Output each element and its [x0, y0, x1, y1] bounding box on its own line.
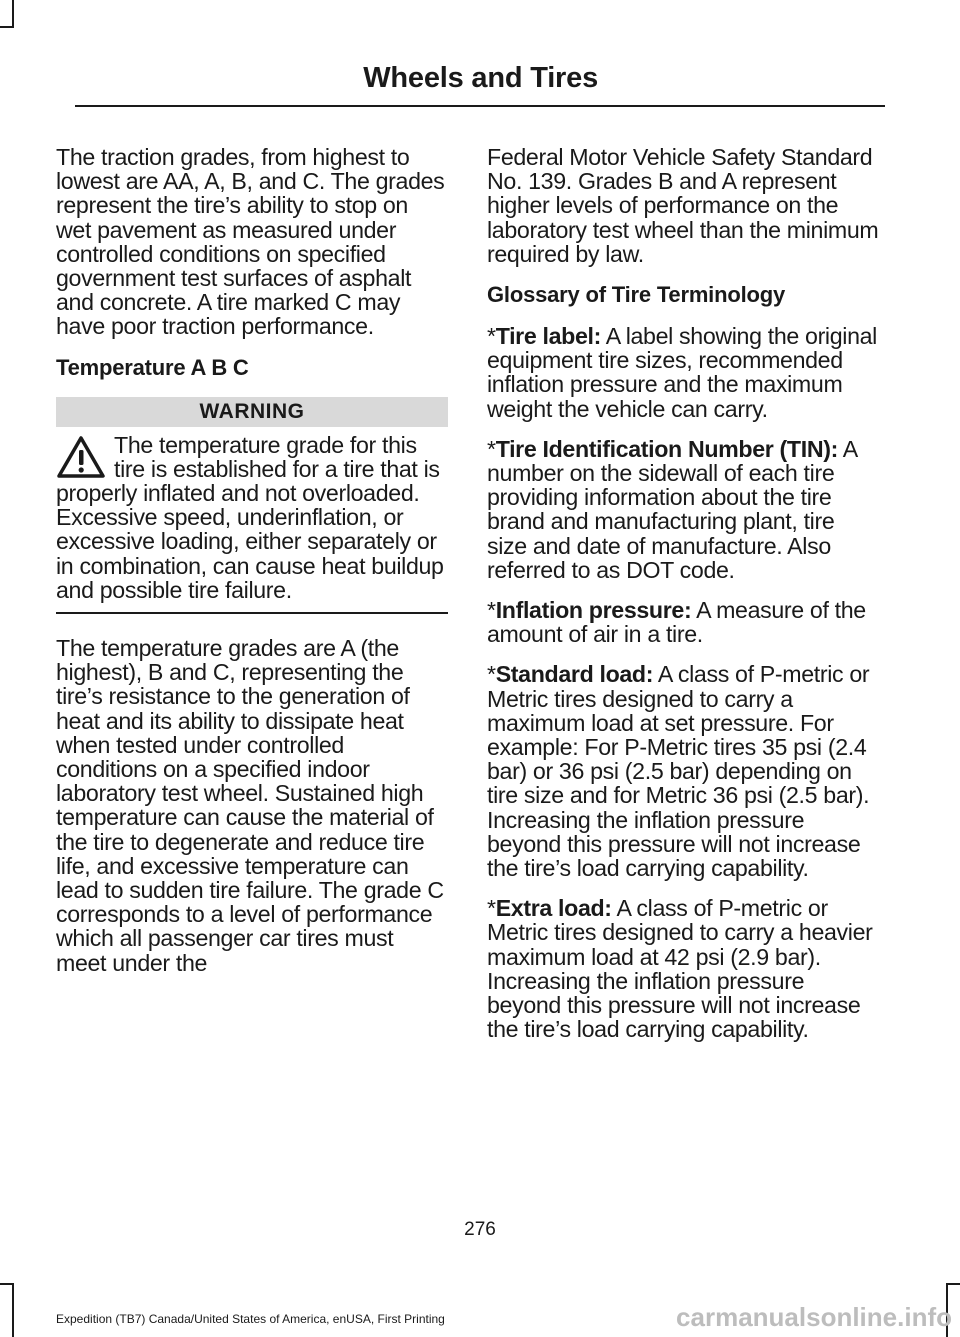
entry-term: Tire Identification Number (TIN): [495, 435, 838, 462]
entry-prefix: * [487, 895, 496, 922]
header-divider [75, 105, 885, 107]
crop-mark [0, 1283, 14, 1285]
crop-mark [12, 0, 14, 28]
entry-text: A number on the sidewall of each tire providing information about the tire brand and manufacturing plant, tire size and date of manufacture. Also referred to as DOT code. [487, 435, 857, 583]
entry-prefix: * [487, 323, 496, 350]
entry-prefix: * [487, 597, 496, 624]
crop-mark [12, 1283, 14, 1337]
warning-banner: WARNING [56, 397, 448, 427]
entry-prefix: * [487, 661, 496, 688]
page-number: 276 [464, 1219, 496, 1240]
glossary-entry [487, 437, 879, 582]
glossary-heading: Glossary of Tire Terminology [487, 282, 785, 308]
entry-text: A measure of the amount of air in a tire. [487, 597, 866, 648]
warning-triangle-icon [56, 435, 106, 479]
warning-box [56, 433, 448, 602]
temperature-heading: Temperature A B C [56, 354, 249, 380]
entry-term: Standard load: [495, 661, 654, 688]
footer-edition-text: Expedition (TB7) Canada/United States of America, enUSA, First Printing [56, 1312, 445, 1326]
temperature-paragraph: The temperature grades are A (the highest), B and C, representing the tire’s resistance to the generation of heat and its ability to dissipate heat when tested under controlled conditions on a specified indoor laboratory test wheel. Sustained high temperature can cause the material of the tire to degenerate and reduce tire life, and excessive temperature can lead to sudden tire failure. The grade C corresponds to a level of performance which all passenger car tires must meet under the [56, 635, 444, 976]
left-column [56, 145, 448, 991]
entry-text: A class of P-metric or Metric tires designed to carry a maximum load at set pressure. For example: For P-Metric tires 35 psi (2.4 bar) or 36 psi (2.5 bar) depending on tire size and for Metric 36 psi (2.5 bar). Increasing the inflation pressure beyond this pressure will not increase the tire’s load carrying capability. [487, 661, 870, 882]
entry-term: Tire label: [495, 323, 601, 350]
right-column [487, 145, 879, 1058]
glossary-entry [487, 324, 879, 421]
entry-text: A label showing the original equipment tire sizes, recommended inflation pressure and the maximum weight the vehicle can carry. [487, 323, 877, 422]
warning-text: The temperature grade for this tire is established for a tire that is properly inflated and not overloaded. Excessive speed, underinflation, or excessive loading, either separately or in combination, can cause heat buildup and possible tire failure. [56, 431, 444, 603]
warning-divider [56, 612, 448, 614]
entry-term: Extra load: [495, 895, 612, 922]
crop-mark [0, 26, 14, 28]
entry-term: Inflation pressure: [495, 597, 692, 624]
entry-text: A class of P-metric or Metric tires designed to carry a heavier maximum load at 42 psi (2.9 bar). Increasing the inflation pressure beyond this pressure will not increase the tire’s load carrying capability. [487, 895, 873, 1043]
traction-paragraph: The traction grades, from highest to lowest are AA, A, B, and C. The grades represent the tire’s ability to stop on wet pavement as measured under controlled conditions on specified government test surfaces of asphalt and concrete. A tire marked C may have poor traction performance. [56, 144, 445, 340]
crop-mark [946, 1283, 960, 1285]
glossary-entry [487, 598, 879, 646]
entry-prefix: * [487, 435, 496, 462]
standard-paragraph: Federal Motor Vehicle Safety Standard No. 139. Grades B and A represent higher levels of performance on the laboratory test wheel than the minimum required by law. [487, 144, 879, 267]
watermark: carmanualsonline.info [676, 1302, 952, 1332]
glossary-entry [487, 662, 879, 880]
page-title: Wheels and Tires [363, 62, 598, 94]
glossary-entry [487, 896, 879, 1041]
